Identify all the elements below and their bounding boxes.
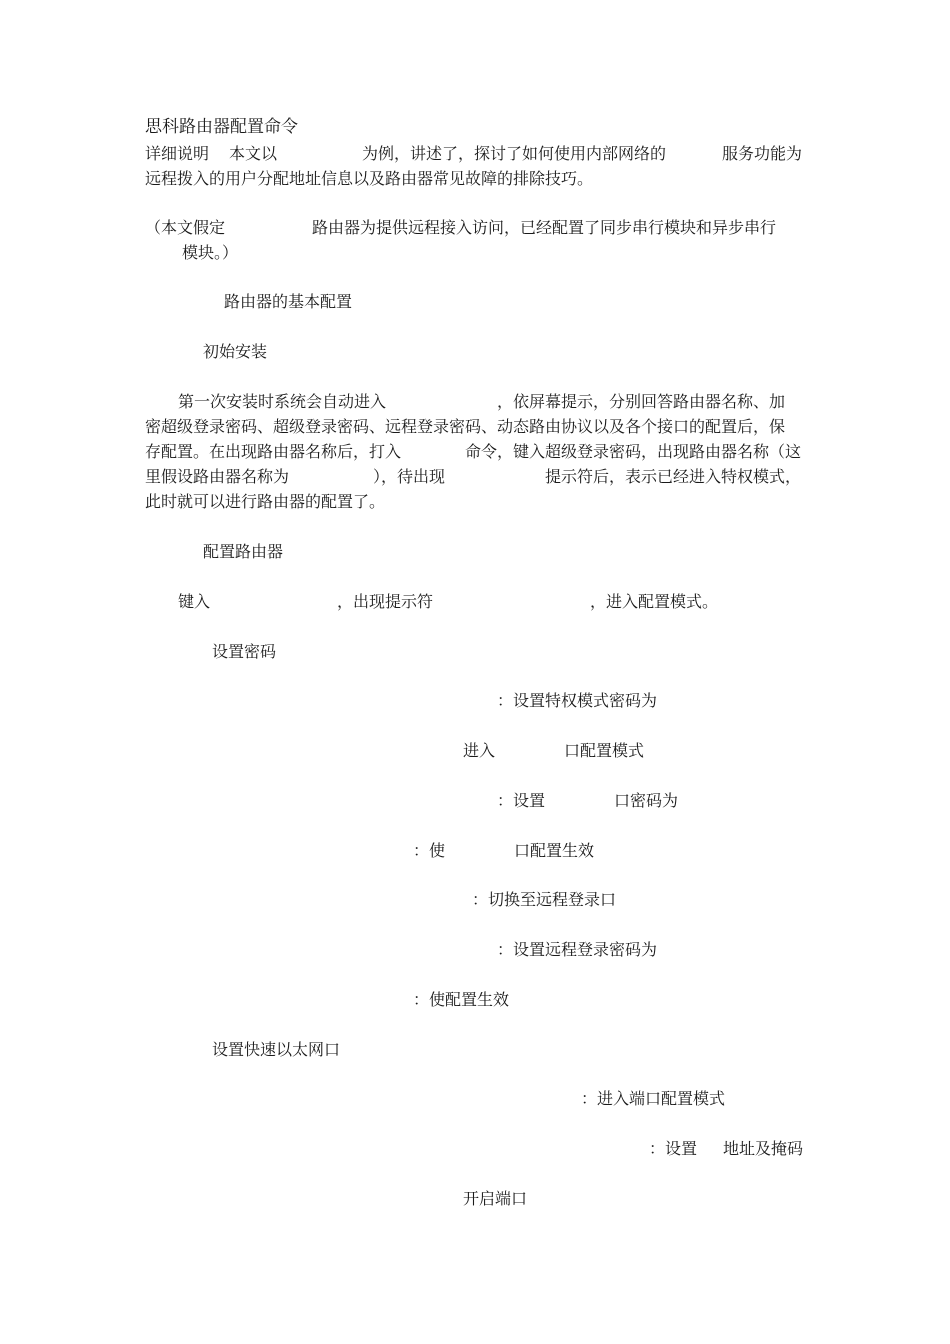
command-description: ：使配置生效 <box>413 990 510 1009</box>
command-description: ：设置特权模式密码为 <box>497 691 658 710</box>
intro-text: 为例，讲述了，探讨了如何使用内部网络的 <box>362 144 667 163</box>
body-text: ，进入配置模式。 <box>590 592 719 611</box>
body-text: 命令，键入超级登录密码，出现路由器名称（这 <box>465 442 802 461</box>
body-text: 提示符后，表示已经进入特权模式， <box>545 467 802 486</box>
command-description: 口配置生效 <box>514 841 595 860</box>
body-text: 此时就可以进行路由器的配置了。 <box>145 492 386 511</box>
assumption-text: 模块。） <box>182 243 239 262</box>
subsection-heading: 配置路由器 <box>203 542 284 561</box>
body-text: 第一次安装时系统会自动进入 <box>178 392 387 411</box>
subsection-heading: 设置密码 <box>212 642 277 661</box>
intro-text: 服务功能为 <box>722 144 803 163</box>
command-description: ：切换至远程登录口 <box>472 890 617 909</box>
command-description: ：设置 <box>649 1139 698 1158</box>
document-title: 思科路由器配置命令 <box>145 117 298 137</box>
intro-text: 远程拨入的用户分配地址信息以及路由器常见故障的排除技巧。 <box>145 169 594 188</box>
body-text: 里假设路由器名称为 <box>145 467 290 486</box>
assumption-text: 路由器为提供远程接入访问，已经配置了同步串行模块和异步串行 <box>312 218 777 237</box>
section-heading: 路由器的基本配置 <box>224 292 353 311</box>
command-description: 开启端口 <box>463 1189 528 1208</box>
body-text: ），待出现 <box>373 467 446 486</box>
subsection-heading: 设置快速以太网口 <box>212 1040 341 1059</box>
body-text: 键入 <box>178 592 211 611</box>
body-text: 密超级登录密码、超级登录密码、远程登录密码、动态路由协议以及各个接口的配置后，保 <box>145 417 786 436</box>
subsection-heading: 初始安装 <box>203 342 268 361</box>
assumption-text: （本文假定 <box>145 218 226 237</box>
intro-text: 本文以 <box>229 144 278 163</box>
command-description: ：设置远程登录密码为 <box>497 940 658 959</box>
body-text: ，出现提示符 <box>337 592 434 611</box>
command-description: 进入 <box>463 741 496 760</box>
intro-text: 详细说明 <box>145 144 210 163</box>
command-description: ：使 <box>413 841 446 860</box>
command-description: 口密码为 <box>614 791 679 810</box>
body-text: ，依屏幕提示，分别回答路由器名称、加 <box>497 392 786 411</box>
command-description: 地址及掩码 <box>723 1139 804 1158</box>
command-description: 口配置模式 <box>564 741 645 760</box>
command-description: ：进入端口配置模式 <box>581 1089 726 1108</box>
command-description: ：设置 <box>497 791 546 810</box>
body-text: 存配置。在出现路由器名称后，打入 <box>145 442 402 461</box>
